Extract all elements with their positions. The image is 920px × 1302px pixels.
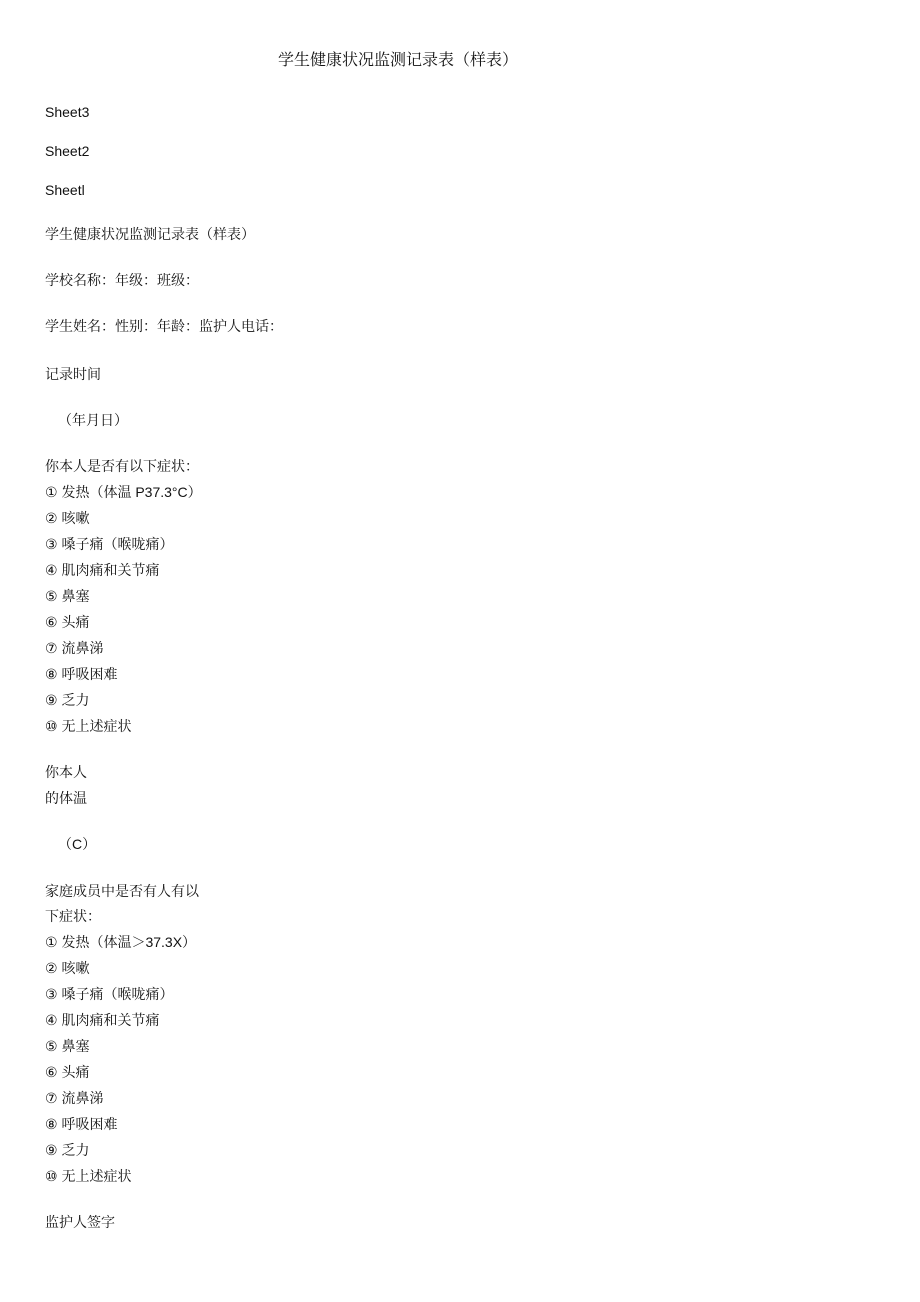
list-item: ③ 嗓子痛（喉咙痛） — [45, 536, 174, 552]
list-item: ⑩ 无上述症状 — [45, 1168, 132, 1184]
form-title: 学生健康状况监测记录表（样表） — [45, 226, 255, 242]
self-symptoms-list — [45, 484, 202, 744]
list-item: ⑨ 乏力 — [45, 692, 90, 708]
list-item: ⑨ 乏力 — [45, 1142, 90, 1158]
list-item: ⑤ 鼻塞 — [45, 1038, 90, 1054]
student-info-line: 学生姓名：性别：年龄：监护人电话： — [45, 318, 283, 334]
list-item: ⑦ 流鼻涕 — [45, 640, 104, 656]
family-symptoms-list — [45, 934, 196, 1194]
list-item: ④ 肌肉痛和关节痛 — [45, 562, 160, 578]
self-symptoms-question: 你本人是否有以下症状： — [45, 458, 199, 474]
list-item: ④ 肌肉痛和关节痛 — [45, 1012, 160, 1028]
list-item: ⑧ 呼吸困难 — [45, 1116, 118, 1132]
list-item: ① 发热（体温＞37.3X） — [45, 934, 197, 950]
family-symptoms-question-line1: 家庭成员中是否有人有以 — [45, 883, 199, 899]
list-item: ② 咳嗽 — [45, 960, 90, 976]
list-item: ③ 嗓子痛（喉咙痛） — [45, 986, 174, 1002]
temperature-label-line1: 你本人 — [45, 764, 87, 780]
record-time-label: 记录时间 — [45, 366, 101, 382]
page-title: 学生健康状况监测记录表（样表） — [278, 52, 519, 69]
list-item: ⑥ 头痛 — [45, 614, 90, 630]
sheet-label-1: Sheetl — [45, 182, 85, 198]
date-format-label: （年月日） — [58, 412, 128, 428]
list-item: ⑤ 鼻塞 — [45, 588, 90, 604]
sheet-label-2: Sheet2 — [45, 143, 90, 159]
list-item: ⑩ 无上述症状 — [45, 718, 132, 734]
temperature-label-line2: 的体温 — [45, 790, 87, 806]
guardian-signature-label: 监护人签字 — [45, 1214, 115, 1230]
list-item: ② 咳嗽 — [45, 510, 90, 526]
list-item: ① 发热（体温 P37.3°C） — [45, 484, 202, 500]
sheet-label-3: Sheet3 — [45, 104, 90, 120]
list-item: ⑦ 流鼻涕 — [45, 1090, 104, 1106]
school-info-line: 学校名称：年级：班级： — [45, 272, 199, 288]
list-item: ⑧ 呼吸困难 — [45, 666, 118, 682]
temperature-unit: （C） — [58, 836, 97, 852]
list-item: ⑥ 头痛 — [45, 1064, 90, 1080]
family-symptoms-question-line2: 下症状： — [45, 908, 101, 924]
